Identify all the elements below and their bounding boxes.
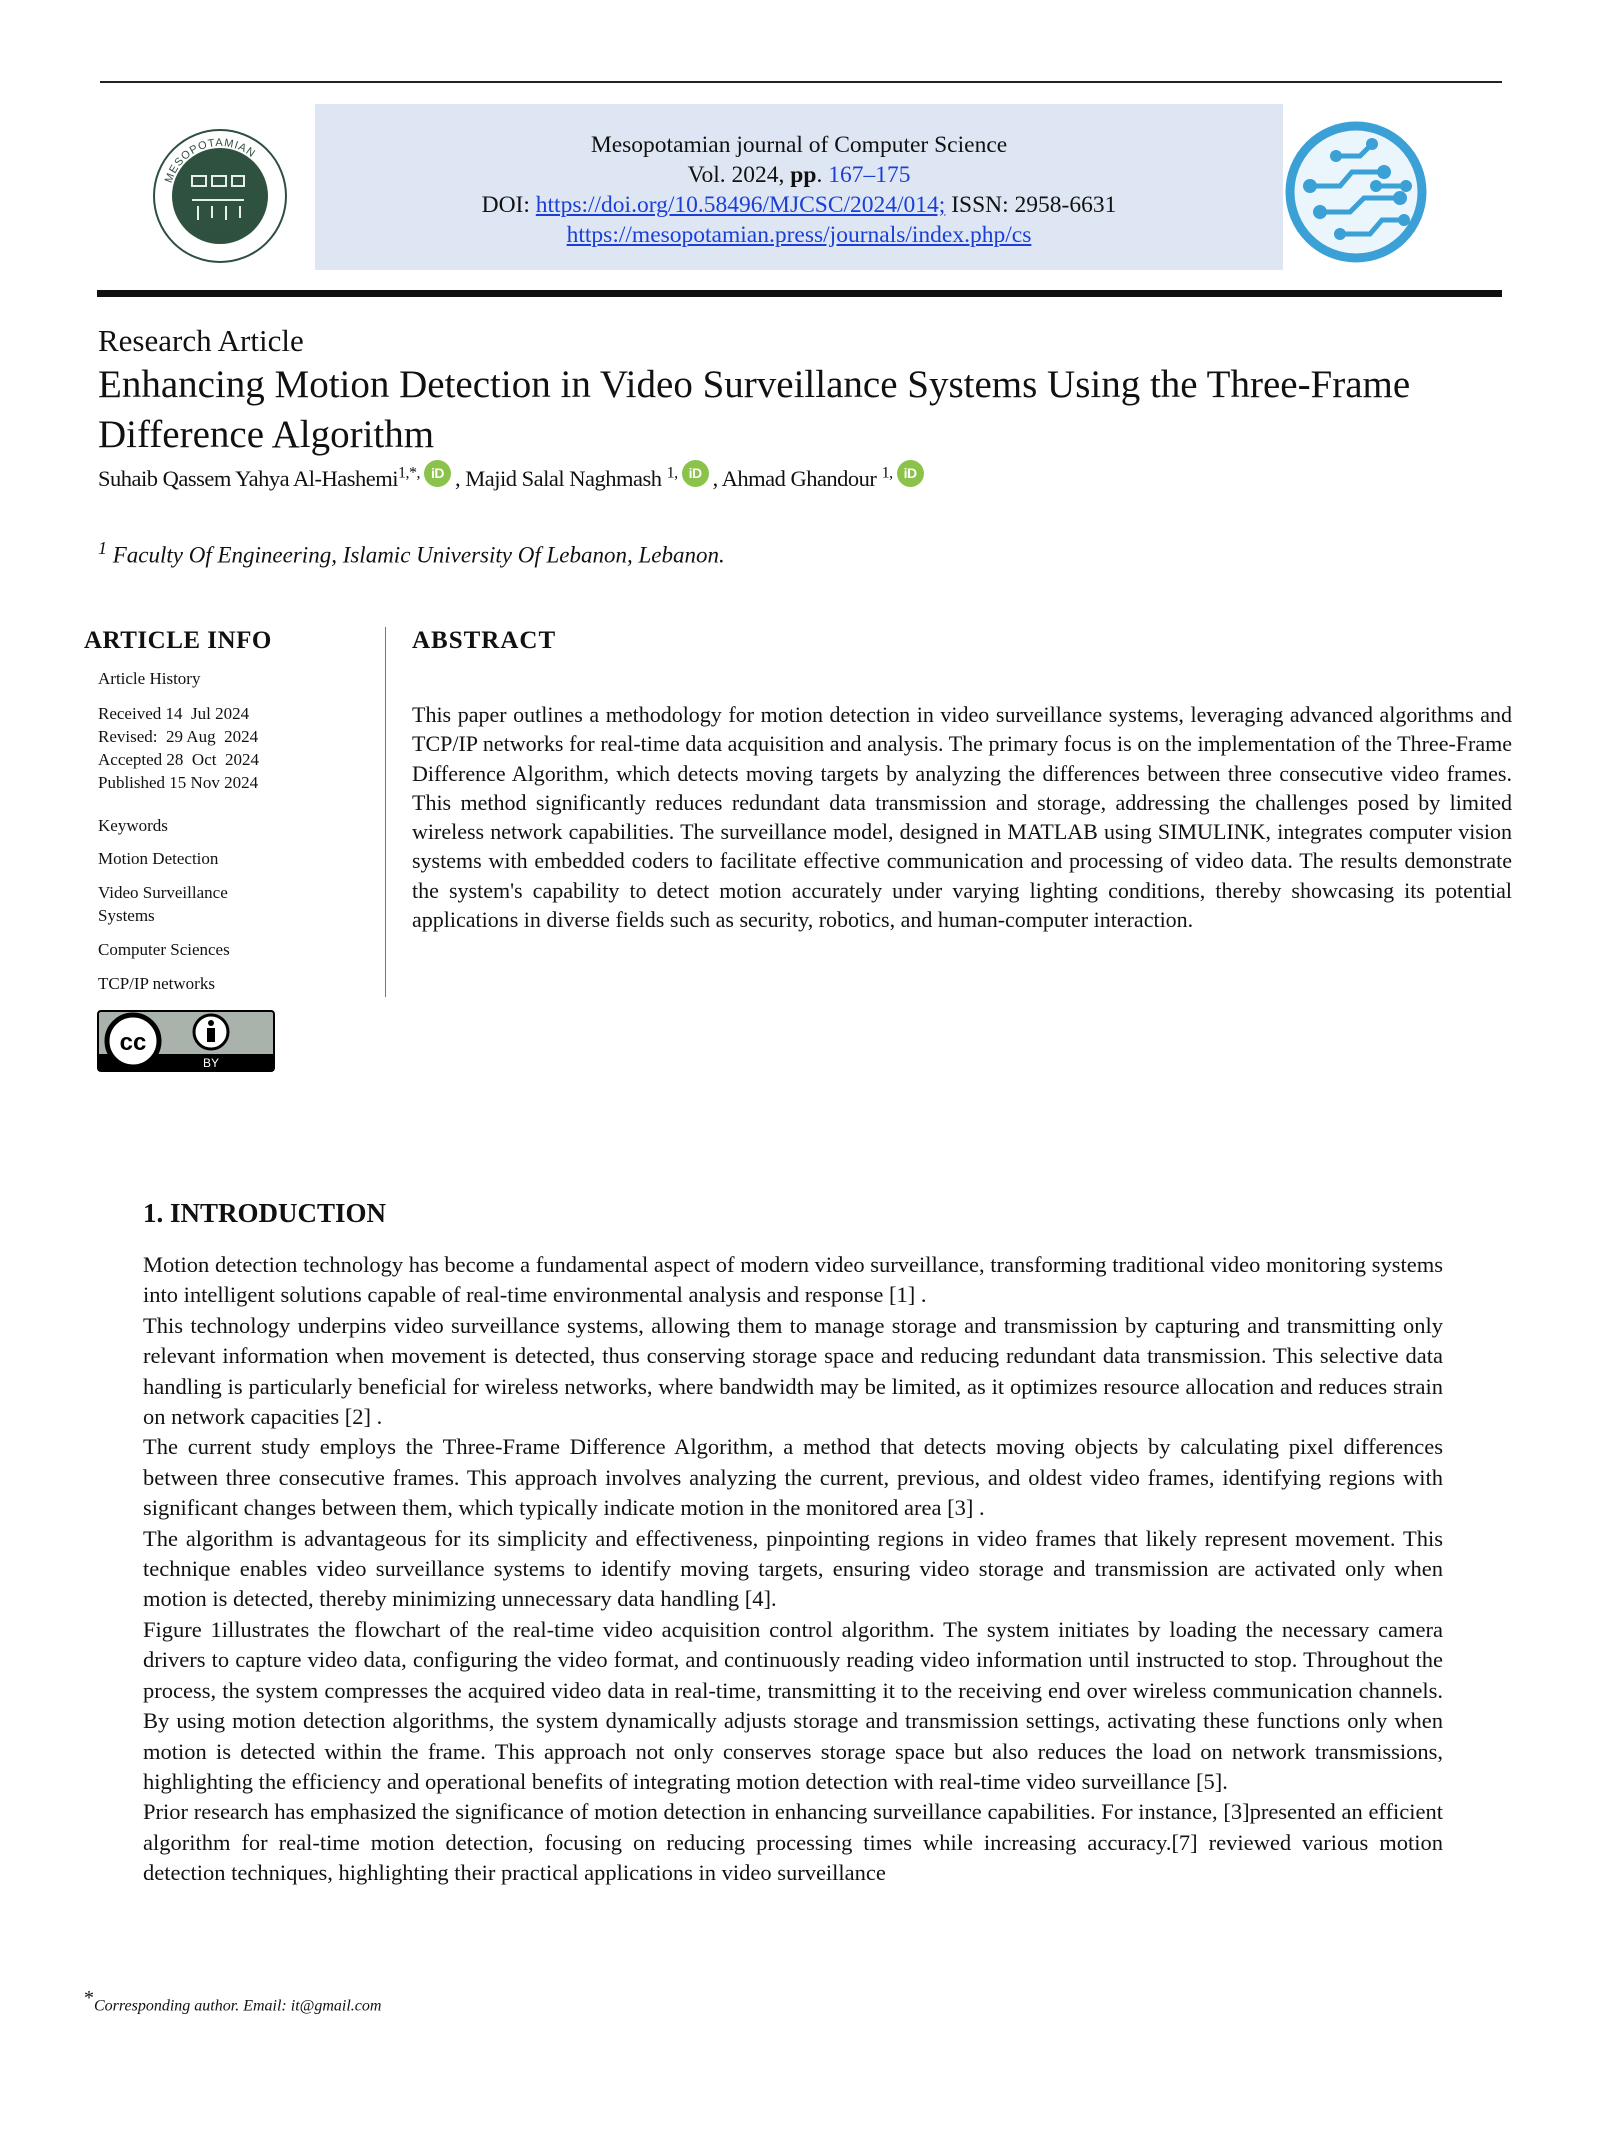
introduction-body [143, 1250, 1443, 1889]
license-label: BY [202, 1056, 220, 1070]
article-info-heading: ARTICLE INFO [84, 627, 272, 654]
section-heading-introduction: 1. INTRODUCTION [143, 1198, 387, 1228]
footnote-mark: * [84, 1987, 94, 2009]
abstract-heading: ABSTRACT [412, 627, 557, 654]
volume: Vol. 2024, [687, 162, 791, 188]
author-name: Suhaib Qassem Yahya Al-Hashemi [98, 466, 398, 491]
keywords-label: Keywords [98, 816, 168, 835]
cc-by-license-icon[interactable] [97, 1010, 275, 1072]
article-info-panel [84, 627, 384, 995]
svg-text:cc: cc [119, 1029, 147, 1056]
paper-title: Enhancing Motion Detection in Video Surveillance Systems Using the Three-Frame Difference Algorithm [98, 363, 1411, 456]
journal-header [100, 100, 1502, 290]
corresponding-author-footnote [84, 1987, 381, 2015]
pages-range: 167–175 [828, 162, 911, 188]
journal-url-link[interactable]: https://mesopotamian.press/journals/index.php/cs [566, 222, 1032, 248]
author-name: , Ahmad Ghandour [712, 466, 882, 491]
keyword: Video Surveillance Systems [98, 883, 228, 925]
pages-label: pp [790, 162, 817, 188]
doi-link[interactable]: https://doi.org/10.58496/MJCSC/2024/014; [535, 192, 946, 218]
paragraph: Motion detection technology has become a fundamental aspect of modern video surveillance, transforming traditional video monitoring systems into intelligent solutions capable of real-time environmental analysis and response [1] . [143, 1252, 1443, 1308]
publisher-logo-bottom-text: ACADEMIC PRESS [179, 204, 269, 244]
keyword: TCP/IP networks [98, 974, 215, 993]
history-item: Accepted 28 Oct 2024 [98, 750, 259, 769]
volume-line [315, 160, 1283, 190]
history-item: Received 14 Jul 2024 [98, 704, 250, 723]
header-divider [97, 290, 1502, 297]
history-item: Revised: 29 Aug 2024 [98, 727, 259, 746]
abstract-text: This paper outlines a methodology for motion detection in video surveillance systems, leveraging advanced algorithms and TCP/IP networks for real-time data acquisition and analysis. The primary focus is on the implementation of the Three-Frame Difference Algorithm, which detects moving targets by analyzing the differences between three consecutive video frames. This method significantly reduces redundant data transmission and storage, addressing the challenges posed by limited wireless network capabilities. The surveillance model, designed in MATLAB using SIMULINK, integrates computer vision systems with embedded coders to facilitate effective communication and processing of video data. The results demonstrate the system's capability to detect motion accurately under varying lighting conditions, thereby showcasing its potential applications in diverse fields such as security, robotics, and human-computer interaction. [412, 702, 1512, 933]
affiliation [98, 538, 725, 569]
history-label: Article History [98, 669, 201, 688]
pages-separator: . [816, 162, 829, 188]
publisher-logo-icon [152, 128, 288, 264]
journal-info-box [315, 104, 1283, 270]
column-divider [385, 627, 386, 997]
paragraph: Figure 1illustrates the flowchart of the real-time video acquisition control algorithm. The system initiates by loading the necessary camera drivers to capture video data, configuring the video format, and continuously reading video information until instructed to stop. Throughout the process, the system compresses the acquired video data in real-time, transmitting it to the receiving end over wireless communication channels. By using motion detection algorithms, the system dynamically adjusts storage and transmission settings, activating these functions only when motion is detected within the frame. This approach not only conserves storage space but also reduces the load on network transmissions, highlighting the efficiency and operational benefits of integrating motion detection with real-time video surveillance [5]. [143, 1616, 1443, 1794]
paragraph: Prior research has emphasized the significance of motion detection in enhancing surveillance capabilities. For instance, [3]presented an efficient algorithm for real-time motion detection, focusing on reducing processing times while increasing accuracy.[7] reviewed various motion detection techniques, highlighting their practical applications in video surveillance [143, 1799, 1443, 1886]
article-type: Research Article [98, 323, 304, 358]
keyword: Computer Sciences [98, 940, 230, 959]
paragraph: The current study employs the Three-Frame Difference Algorithm, a method that detects moving objects by calculating pixel differences between three consecutive frames. This approach involves analyzing the current, previous, and oldest video frames, identifying regions with significant changes between them, which typically indicate motion in the monitored area [3] . [143, 1434, 1443, 1521]
author-affiliation-mark: 1,*, [397, 464, 420, 482]
affiliation-number: 1 [98, 538, 107, 558]
doi-line [315, 190, 1283, 220]
author-list [98, 460, 928, 492]
doi-label: DOI: [481, 192, 536, 218]
author-name: , Majid Salal Naghmash [454, 466, 667, 491]
journal-name: Mesopotamian journal of Computer Science [590, 132, 1008, 158]
journal-circuit-logo-icon [1280, 116, 1432, 268]
affiliation-text: Faculty Of Engineering, Islamic University Of Lebanon, Lebanon. [107, 542, 725, 568]
history-list [98, 702, 384, 794]
publisher-logo-top-text: MESOPOTAMIAN [162, 136, 258, 185]
paragraph: The algorithm is advantageous for its simplicity and effectiveness, pinpointing regions in video frames that likely represent movement. This technique enables video surveillance systems to identify moving targets, ensuring video storage and transmission are activated only when motion is detected, thereby minimizing unnecessary data handling [4]. [143, 1525, 1443, 1612]
top-rule [100, 81, 1502, 83]
orcid-icon[interactable]: iD [682, 460, 709, 487]
issn: ISSN: 2958-6631 [945, 192, 1117, 218]
keyword: Motion Detection [98, 849, 219, 868]
history-item: Published 15 Nov 2024 [98, 773, 259, 792]
author-affiliation-mark: 1, [666, 464, 678, 482]
orcid-icon[interactable]: iD [424, 460, 451, 487]
footnote-text: Corresponding author. Email: it@gmail.com [94, 1997, 382, 2015]
author-affiliation-mark: 1, [881, 464, 893, 482]
paragraph: This technology underpins video surveillance systems, allowing them to manage storage and transmission by capturing and transmitting only relevant information when movement is detected, thus conserving storage space and reducing redundant data transmission. This selective data handling is particularly beneficial for wireless networks, where bandwidth may be limited, as it optimizes resource allocation and reduces strain on network capacities [2] . [143, 1312, 1443, 1430]
orcid-icon[interactable]: iD [897, 460, 924, 487]
